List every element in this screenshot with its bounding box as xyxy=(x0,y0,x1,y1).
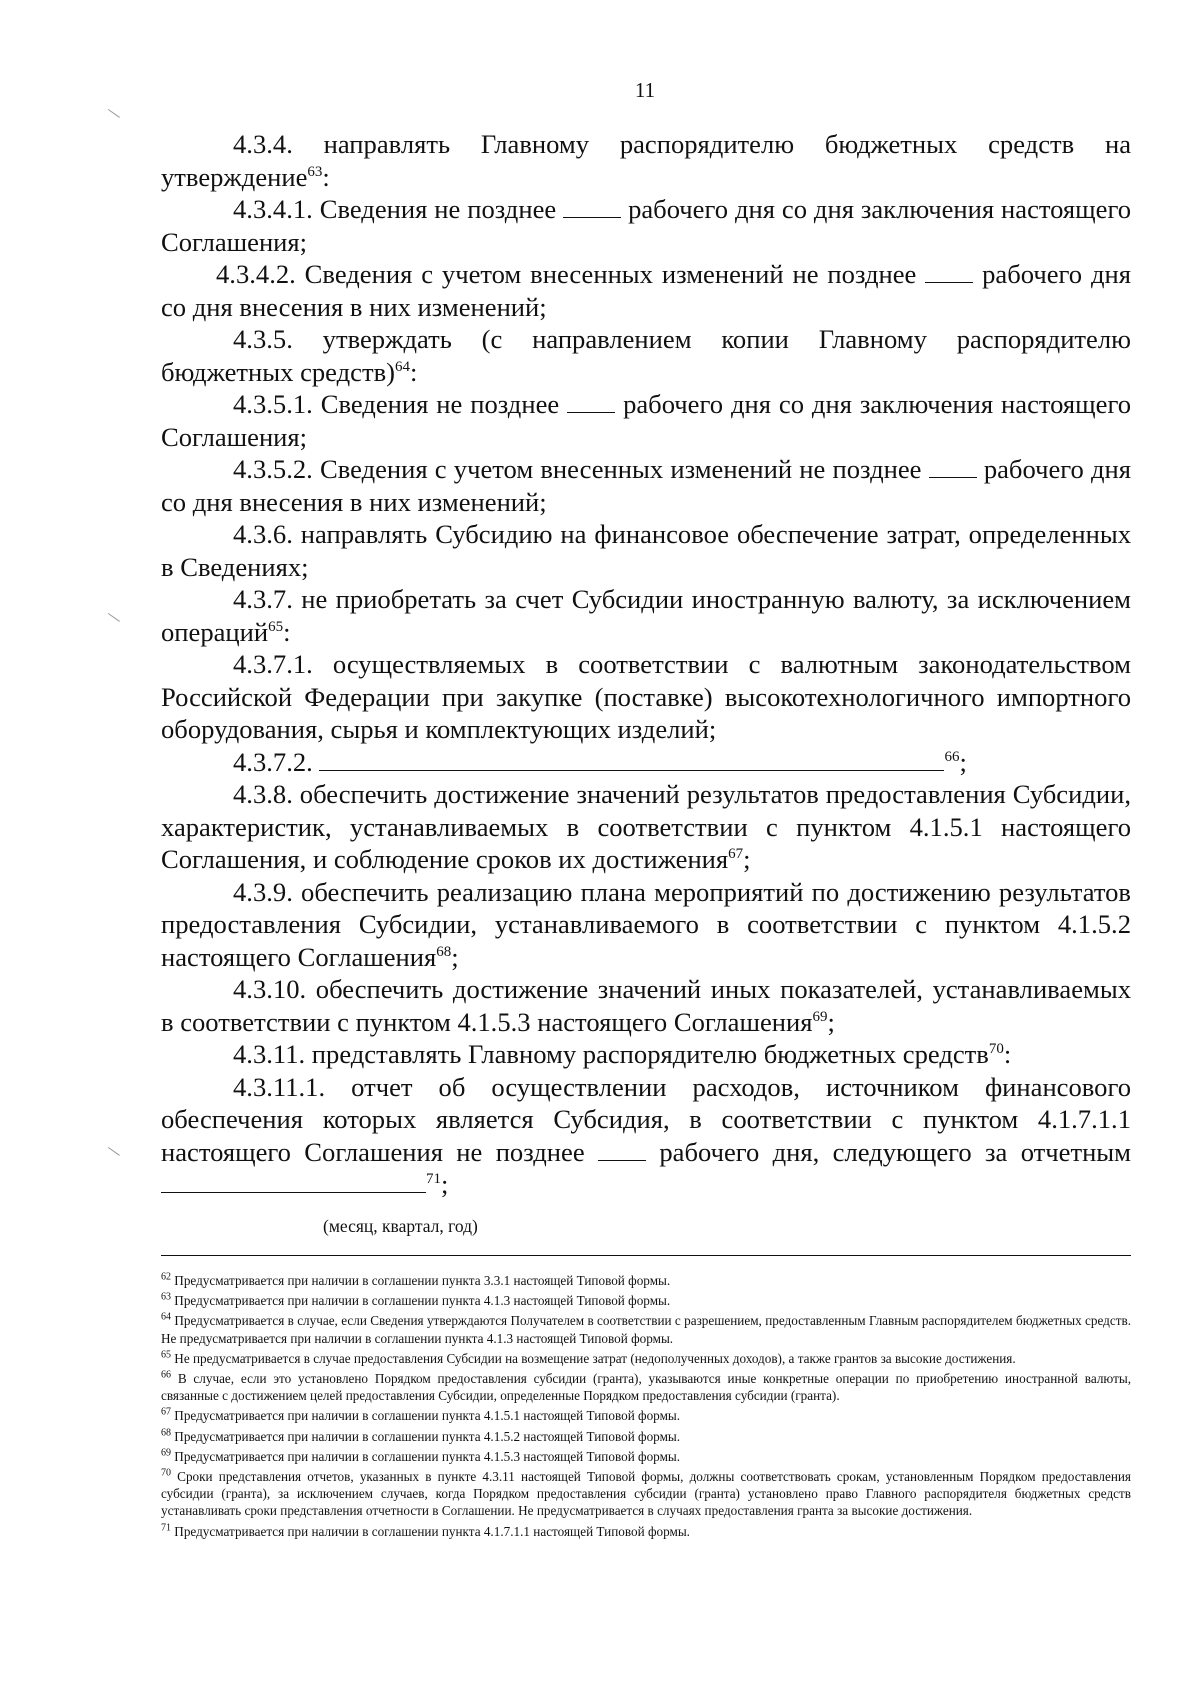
clause-4-3-6: 4.3.6. направлять Субсидию на финансовое обеспечение затрат, определенных в Сведениях; xyxy=(161,519,1131,582)
footnote: $^{65}$ Не предусматривается в случае предоставления Субсидии на возмещение затрат (недополученных доходов), а также грантов за высокие достижения. xyxy=(161,1349,1016,1366)
footnote-ref: 66 xyxy=(944,748,960,765)
footnote: $^{64}$ Предусматривается в случае, если Сведения утверждаются Получателем в соответствии с разрешением, предоставленным Главным распорядителем бюджетных средств. Не предусматривается при наличии в соглашении пункта 4.1.3 настоящей Типовой формы. xyxy=(161,1312,1131,1346)
blank-field xyxy=(598,1138,646,1161)
footnote-ref: 64 xyxy=(395,358,410,375)
clause-4-3-4-2: 4.3.4.2. Сведения с учетом внесенных изменений не позднее рабочего дня со дня внесения в них изменений; xyxy=(161,259,1131,322)
footnote: $^{66}$ В случае, если это установлено Порядком предоставления субсидии (гранта), указываются иные конкретные операции по приобретению иностранной валюты, связанные с достижением целей предоставления Субсидии, определенные Порядком предоставления субсидии (гранта). xyxy=(161,1369,1131,1404)
footnote-ref: 69 xyxy=(812,1008,828,1025)
footnote: $^{63}$ Предусматривается при наличии в соглашении пункта 4.1.3 настоящей Типовой формы. xyxy=(161,1291,671,1309)
page-number: 11 xyxy=(634,78,656,102)
footnote: $^{71}$ Предусматривается при наличии в соглашении пункта 4.1.7.1.1 настоящей Типовой формы. xyxy=(161,1522,690,1539)
clause-4-3-5-1: 4.3.5.1. Сведения не позднее рабочего дня со дня заключения настоящего Соглашения; xyxy=(161,389,1131,452)
scan-mark xyxy=(102,613,120,630)
footnote-ref: 70 xyxy=(988,1041,1004,1058)
footnotes xyxy=(161,1272,1131,1543)
footnote: $^{68}$ Предусматривается при наличии в соглашении пункта 4.1.5.2 настоящей Типовой формы. xyxy=(161,1427,681,1444)
clause-4-3-9: 4.3.9. обеспечить реализацию плана мероприятий по достижению результатов предоставления Субсидии, устанавливаемого в соответствии с пунктом 4.1.5.2 настоящего Соглашения$^{68}$; xyxy=(161,876,1131,972)
footnote: $^{69}$ Предусматривается при наличии в соглашении пункта 4.1.5.3 настоящей Типовой формы. xyxy=(161,1447,681,1464)
blank-field xyxy=(161,1170,426,1193)
clause-4-3-10: 4.3.10. обеспечить достижение значений иных показателей, устанавливаемых в соответствии с пунктом 4.1.5.3 настоящего Соглашения$^{69}$; xyxy=(161,974,1131,1037)
clause-4-3-11: 4.3.11. представлять Главному распорядителю бюджетных средств$^{70}$: xyxy=(233,1039,1012,1069)
clause-4-3-8: 4.3.8. обеспечить достижение значений результатов предоставления Субсидии, характеристик, устанавливаемых в соответствии с пунктом 4.1.5.1 настоящего Соглашения, и соблюдение сроков их достижения$^{67}$; xyxy=(161,779,1131,874)
clause-4-3-7-1: 4.3.7.1. осуществляемых в соответствии с валютным законодательством Российской Федерации при закупке (поставке) высокотехнологичного импортного оборудования, сырья и комплектующих изделий; xyxy=(161,649,1131,744)
blank-field xyxy=(319,748,944,771)
clause-4-3-5-2: 4.3.5.2. Сведения с учетом внесенных изменений не позднее рабочего дня со дня внесения в них изменений; xyxy=(161,454,1131,517)
footnote-separator xyxy=(161,1255,1131,1256)
blank-field xyxy=(929,455,977,478)
document-body xyxy=(161,128,1131,1201)
clause-4-3-7-2: 4.3.7.2. $^{66}$; xyxy=(233,746,967,777)
footnote-ref: 71 xyxy=(426,1171,441,1188)
footnote-ref: 68 xyxy=(436,943,452,960)
blank-field xyxy=(925,260,973,283)
blank-field xyxy=(567,390,615,413)
blank-field xyxy=(563,195,621,218)
clause-4-3-7: 4.3.7. не приобретать за счет Субсидии иностранную валюту, за исключением операций$^{65}$: xyxy=(161,584,1131,647)
field-hint: (месяц, квартал, год) xyxy=(323,1216,478,1236)
clause-4-3-5: 4.3.5. утверждать (с направлением копии Главному распорядителю бюджетных средств)$^{64}$: xyxy=(161,324,1131,387)
footnote: $^{70}$ Сроки представления отчетов, указанных в пункте 4.3.11 настоящей Типовой формы, должны соответствовать срокам, установленным Порядком предоставления субсидии (гранта), за исключением случаев, когда Порядком предоставления субсидии (гранта) установлено право Главного распорядителя бюджетных средств устанавливать сроки представления отчетности в Соглашении. Не предусматривается в случаях предоставления гранта за высокие достижения. xyxy=(161,1467,1131,1519)
scan-mark xyxy=(102,109,120,126)
footnote-ref: 67 xyxy=(728,846,744,863)
footnote-ref: 63 xyxy=(307,163,323,180)
clause-4-3-4-1: 4.3.4.1. Сведения не позднее рабочего дня со дня заключения настоящего Соглашения; xyxy=(161,194,1131,257)
footnote-ref: 65 xyxy=(268,618,284,635)
clause-4-3-11-1: 4.3.11.1. отчет об осуществлении расходов, источником финансового обеспечения которых является Субсидия, в соответствии с пунктом 4.1.7.1.1 настоящего Соглашения не позднее рабочего дня, следующего за отчетным $^{71}$; xyxy=(161,1071,1132,1199)
footnote: $^{67}$ Предусматривается при наличии в соглашении пункта 4.1.5.1 настоящей Типовой формы. xyxy=(161,1407,681,1424)
footnote: $^{62}$ Предусматривается при наличии в соглашении пункта 3.3.1 настоящей Типовой формы. xyxy=(161,1271,671,1288)
scan-mark xyxy=(102,1147,120,1164)
clause-4-3-4: 4.3.4. направлять Главному распорядителю бюджетных средств на утверждение$^{63}$: xyxy=(161,129,1131,192)
